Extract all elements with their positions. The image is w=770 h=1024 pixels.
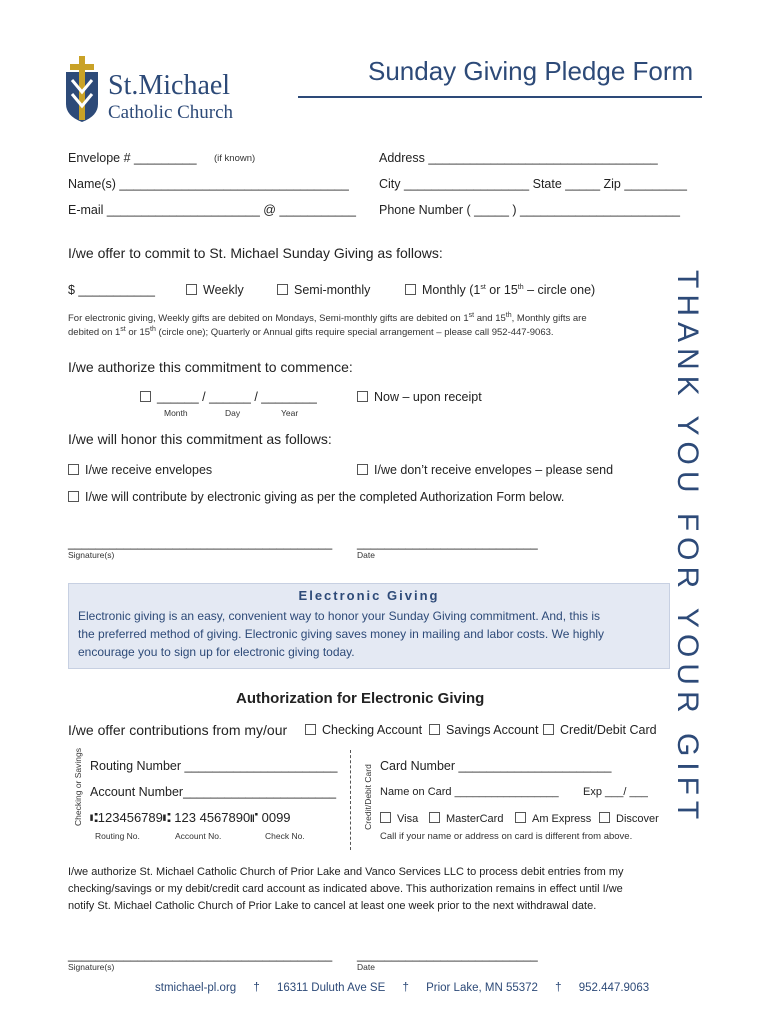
weekly-label: Weekly: [203, 283, 244, 297]
signature-line[interactable]: ______________________________________: [68, 536, 333, 550]
panel-text-line2: the preferred method of giving. Electronic giving saves money in mailing and labor costs. We highly: [78, 627, 605, 641]
mastercard-label: MasterCard: [446, 813, 504, 825]
routing-no-label: Routing No.: [95, 831, 140, 841]
authorization-legal-line2: checking/savings or my debit/credit card account as indicated above. This authorization remains in effect until I/we: [68, 883, 623, 895]
checkbox-icon[interactable]: [68, 491, 79, 502]
electronic-option[interactable]: [68, 490, 564, 504]
weekly-option[interactable]: [186, 283, 244, 297]
city-state-zip-field[interactable]: City __________________ State _____ Zip _________: [379, 177, 687, 191]
discover-option[interactable]: [599, 812, 659, 825]
panel-text-line1: Electronic giving is an easy, convenient way to honor your Sunday Giving commitment. And, this is: [78, 609, 601, 623]
honor-heading: I/we will honor this commitment as follows:: [68, 431, 332, 447]
now-label: Now – upon receipt: [374, 390, 482, 404]
semi-monthly-option[interactable]: [277, 283, 370, 297]
check-no-label: Check No.: [265, 831, 305, 841]
checkbox-icon[interactable]: [543, 724, 554, 735]
monthly-label: Monthly (1st or 15th – circle one): [422, 283, 596, 297]
offer-heading: I/we offer to commit to St. Michael Sunday Giving as follows:: [68, 245, 443, 261]
amex-option[interactable]: [515, 812, 591, 825]
savings-account-label: Savings Account: [446, 723, 539, 737]
semi-monthly-label: Semi-monthly: [294, 283, 371, 297]
checking-savings-side-label: Checking or Savings: [73, 748, 83, 826]
checking-account-label: Checking Account: [322, 723, 423, 737]
start-date-blank: ______ / ______ / ________: [157, 390, 317, 404]
footer-city: Prior Lake, MN 55372: [426, 982, 538, 994]
credit-card-label: Credit/Debit Card: [560, 723, 657, 737]
thank-you-banner: THANK YOU FOR YOUR GIFT: [671, 270, 704, 826]
checkbox-icon[interactable]: [305, 724, 316, 735]
card-note: Call if your name or address on card is different from above.: [380, 831, 633, 842]
checkbox-icon[interactable]: [357, 391, 368, 402]
church-logo: [62, 52, 262, 126]
frequency-note-line1: For electronic giving, Weekly gifts are debited on Mondays, Semi-monthly gifts are debited on 1st and 15th, Monthly gifts are: [68, 312, 587, 325]
visa-option[interactable]: [380, 812, 418, 825]
account-no-label: Account No.: [175, 831, 222, 841]
month-label: Month: [164, 408, 188, 418]
names-field[interactable]: Name(s) _________________________________: [68, 177, 349, 191]
cross-icon: †: [253, 982, 260, 994]
checkbox-icon[interactable]: [429, 724, 440, 735]
date-line[interactable]: __________________________: [357, 536, 538, 550]
footer-website[interactable]: stmichael-pl.org: [155, 982, 237, 994]
authorization-legal-line3: notify St. Michael Catholic Church of Prior Lake to cancel at least one week prior to the next withdrawal date.: [68, 900, 597, 912]
org-name: St.Michael: [108, 70, 231, 101]
checkbox-icon[interactable]: [140, 391, 151, 402]
no-envelopes-label: I/we don’t receive envelopes – please send: [374, 463, 614, 477]
amex-label: Am Express: [532, 813, 592, 825]
org-subtitle: Catholic Church: [108, 102, 234, 123]
checkbox-icon[interactable]: [68, 464, 79, 475]
cross-icon: †: [402, 982, 409, 994]
checking-account-option[interactable]: [305, 723, 422, 737]
email-field[interactable]: E-mail ______________________ @ ___________: [68, 203, 356, 217]
day-label: Day: [225, 408, 241, 418]
credit-debit-side-label: Credit/Debit Card: [363, 764, 373, 830]
offer-contributions-text: I/we offer contributions from my/our: [68, 722, 288, 738]
title-rule: [298, 96, 702, 98]
mastercard-option[interactable]: [429, 812, 503, 825]
savings-account-option[interactable]: [429, 723, 538, 737]
checkbox-icon[interactable]: [429, 812, 440, 823]
checkbox-icon[interactable]: [357, 464, 368, 475]
section-divider: [350, 750, 351, 850]
routing-number-field[interactable]: Routing Number ______________________: [90, 759, 338, 773]
signature-label: Signature(s): [68, 550, 115, 560]
checkbox-icon[interactable]: [515, 812, 526, 823]
checkbox-icon[interactable]: [380, 812, 391, 823]
date-label: Date: [357, 962, 375, 972]
electronic-giving-panel: [68, 583, 670, 669]
checkbox-icon[interactable]: [277, 284, 288, 295]
credit-card-option[interactable]: [543, 723, 657, 737]
account-number-field[interactable]: Account Number______________________: [90, 785, 337, 799]
cross-shield-icon: [62, 52, 102, 124]
commence-heading: I/we authorize this commitment to commence:: [68, 359, 353, 375]
phone-field[interactable]: Phone Number ( _____ ) _______________________: [379, 203, 680, 217]
frequency-note-line2: debited on 1st or 15th (circle one); Quarterly or Annual gifts require special arrangement – please call 952-447-9063.: [68, 326, 554, 339]
signature-label: Signature(s): [68, 962, 115, 972]
signature-line[interactable]: ______________________________________: [68, 948, 333, 962]
authorization-legal-line1: I/we authorize St. Michael Catholic Church of Prior Lake and Vanco Services LLC to process debit entries from my: [68, 866, 624, 878]
visa-label: Visa: [397, 813, 419, 825]
panel-text-line3: encourage you to sign up for electronic giving today.: [78, 645, 355, 659]
cross-icon: †: [555, 982, 562, 994]
electronic-label: I/we will contribute by electronic giving as per the completed Authorization Form below.: [85, 490, 565, 504]
checkbox-icon[interactable]: [599, 812, 610, 823]
address-field[interactable]: Address _________________________________: [379, 151, 658, 165]
card-number-field[interactable]: Card Number ______________________: [380, 759, 612, 773]
now-option[interactable]: [357, 390, 482, 404]
panel-title: Electronic Giving: [298, 588, 440, 603]
envelope-field[interactable]: Envelope # _________: [68, 151, 197, 165]
footer-phone: 952.447.9063: [578, 982, 650, 994]
name-on-card-field[interactable]: Name on Card _________________: [380, 786, 559, 798]
envelope-note: (if known): [214, 153, 256, 164]
monthly-option[interactable]: [405, 283, 595, 297]
footer: [155, 982, 649, 994]
page-title: Sunday Giving Pledge Form: [368, 56, 694, 86]
receive-envelopes-label: I/we receive envelopes: [85, 463, 213, 477]
micr-line: ⑆123456789⑆ 123 4567890⑈ 0099: [90, 810, 291, 825]
checkbox-icon[interactable]: [405, 284, 416, 295]
discover-label: Discover: [616, 813, 659, 825]
footer-address: 16311 Duluth Ave SE: [276, 982, 386, 994]
authorization-title: Authorization for Electronic Giving: [236, 690, 485, 707]
year-label: Year: [281, 408, 299, 418]
checkbox-icon[interactable]: [186, 284, 197, 295]
date-line[interactable]: __________________________: [357, 948, 538, 962]
no-envelopes-option[interactable]: [357, 463, 613, 477]
start-date-field[interactable]: [140, 390, 317, 404]
receive-envelopes-option[interactable]: [68, 463, 212, 477]
expiration-field[interactable]: Exp ___/ ___: [583, 786, 648, 798]
date-label: Date: [357, 550, 375, 560]
amount-field[interactable]: $ ___________: [68, 283, 155, 297]
